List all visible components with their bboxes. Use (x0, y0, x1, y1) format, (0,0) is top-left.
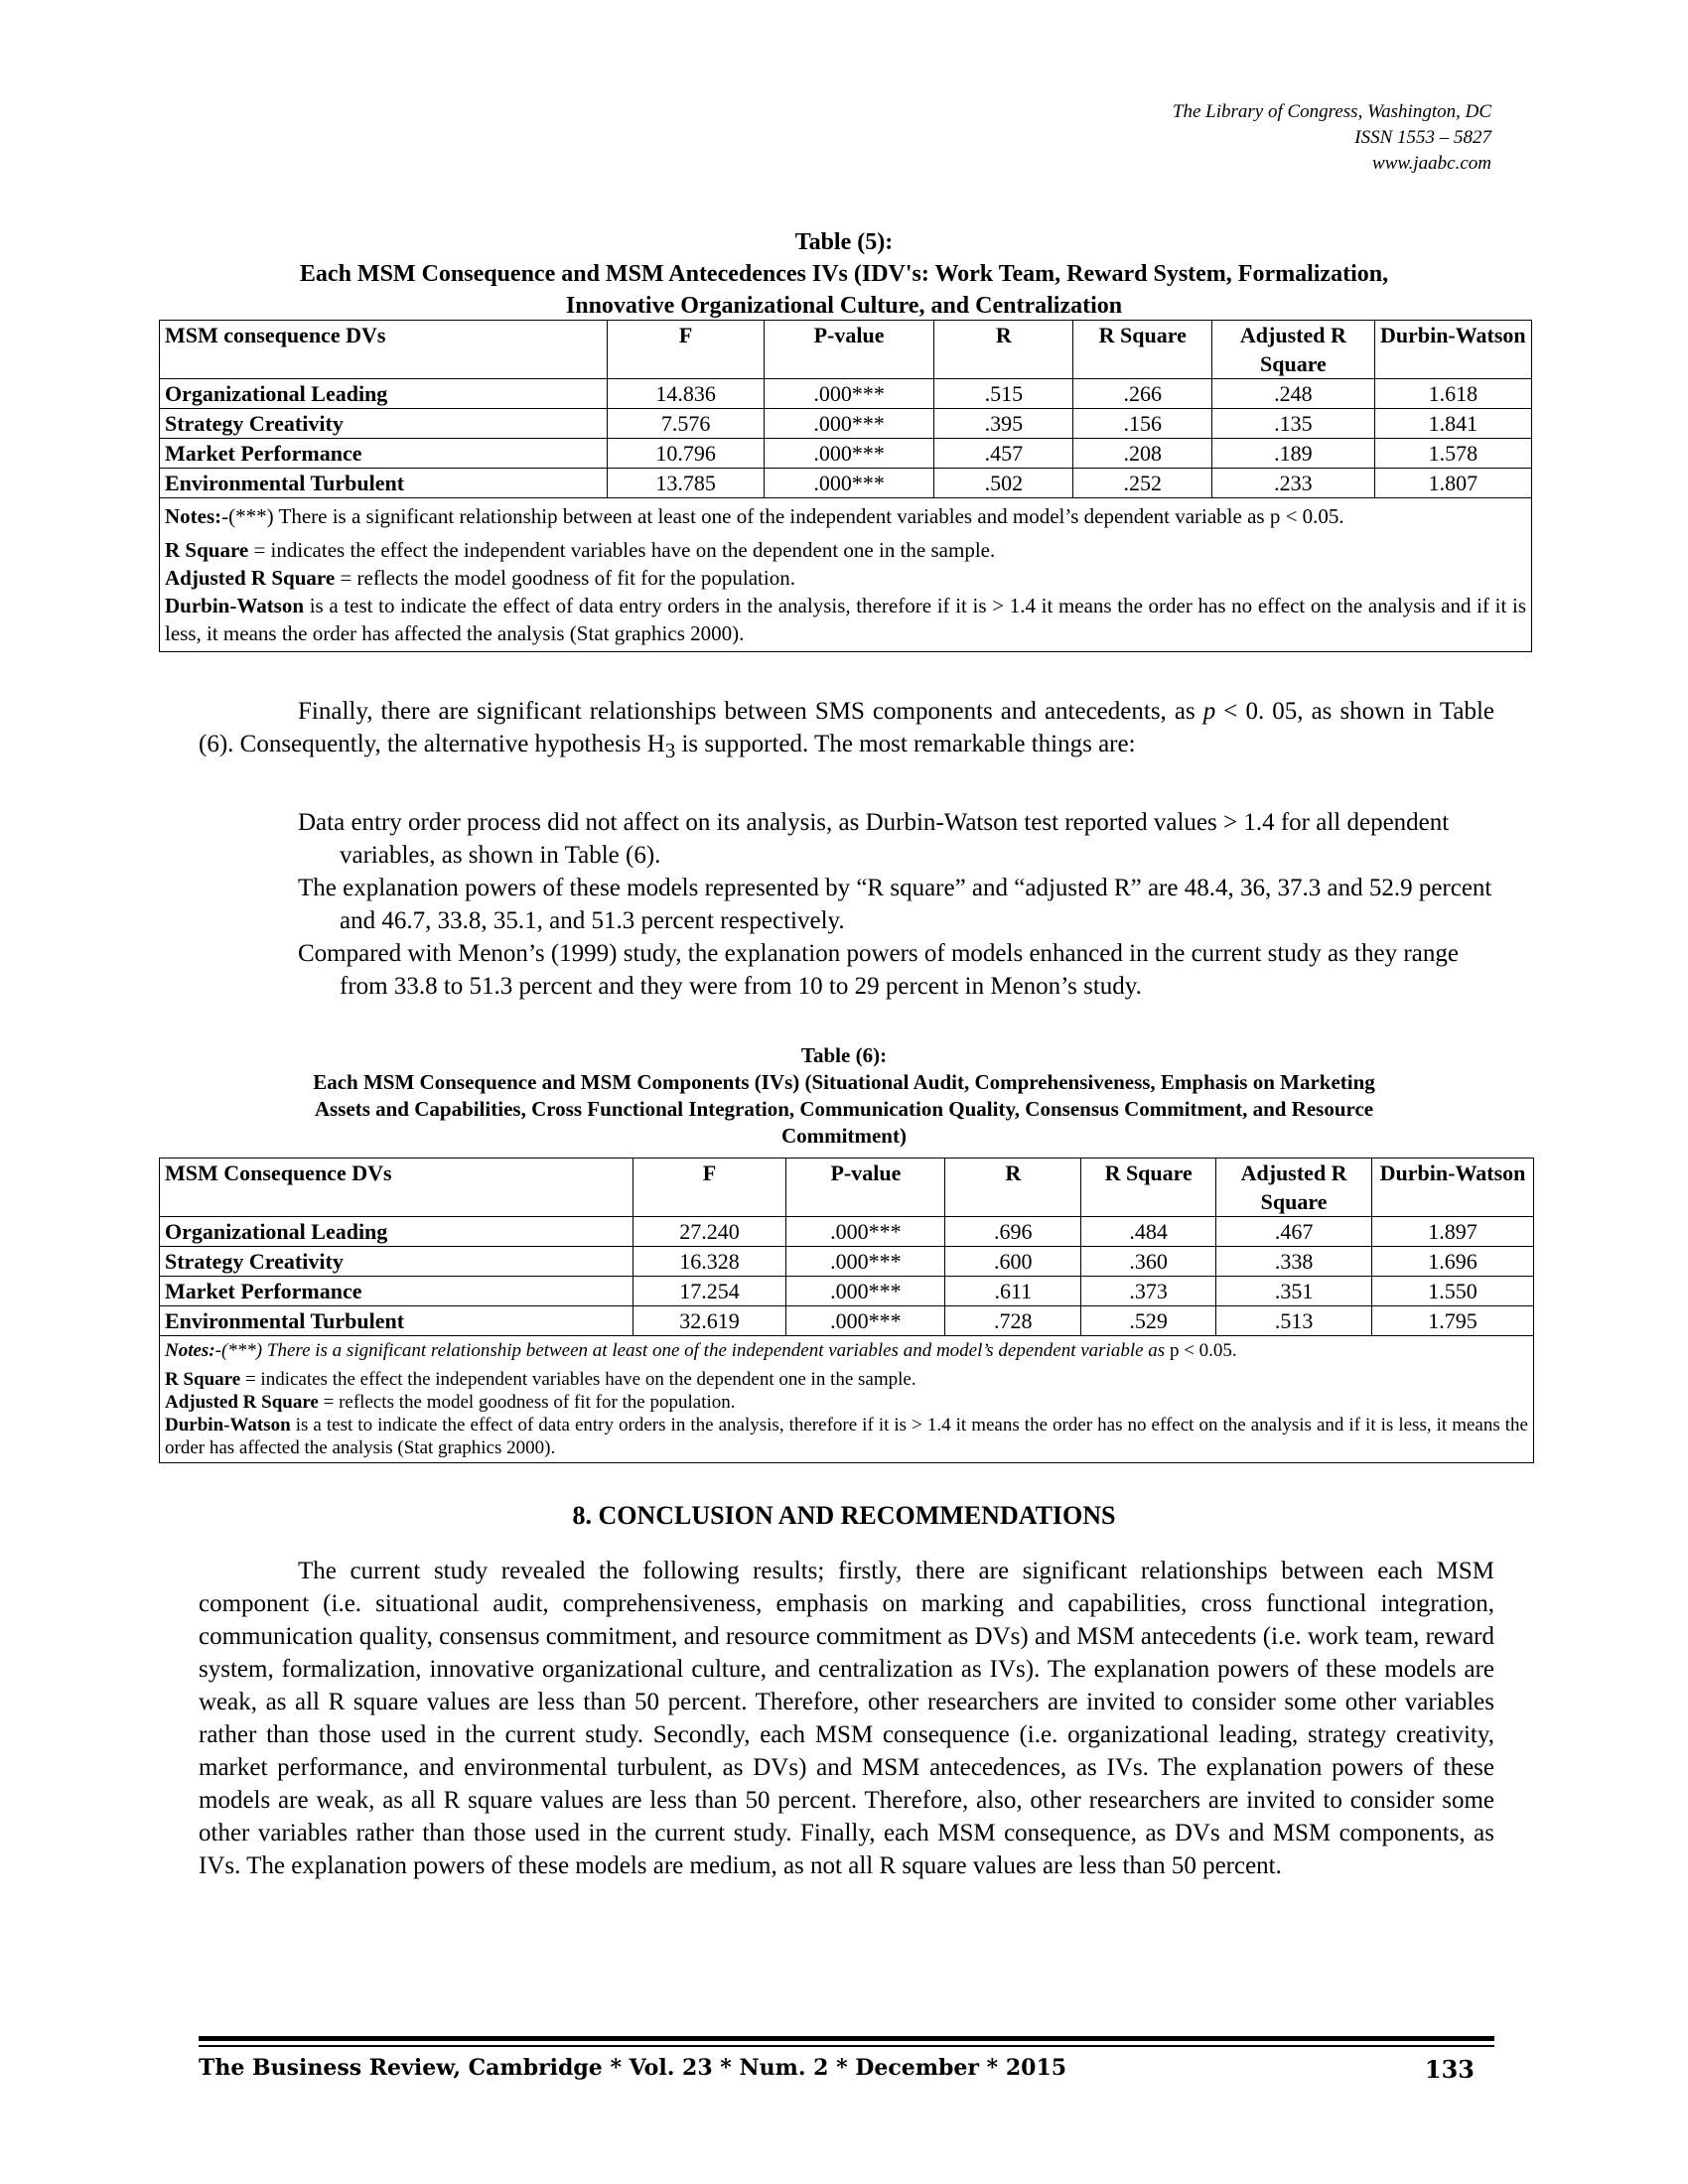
row-label: Organizational Leading (160, 379, 608, 409)
note-adjusted-r-square (165, 564, 1526, 592)
table-cell: .360 (1081, 1247, 1216, 1277)
table-notes-row (160, 498, 1532, 652)
note-significance (165, 502, 1526, 530)
note-label: Durbin-Watson (165, 1415, 291, 1435)
paragraph-text: is supported. The most remarkable things are: (675, 731, 1136, 757)
table5-caption-title: Table (5): (794, 229, 894, 255)
column-header: R Square (1073, 321, 1212, 379)
note-r-square (165, 536, 1526, 564)
table-cell: 10.796 (608, 439, 764, 469)
table-cell: .000*** (764, 469, 934, 498)
note-significance (165, 1339, 1528, 1362)
column-header: R (934, 321, 1073, 379)
table5-caption-line: Each MSM Consequence and MSM Antecedences IVs (IDV's: Work Team, Reward System, Formalization, (299, 261, 1389, 287)
note-label: Adjusted R Square (165, 566, 336, 590)
table-row (160, 1247, 1534, 1277)
column-header: Adjusted R Square (1212, 321, 1374, 379)
table-cell: .252 (1073, 469, 1212, 498)
table-cell: 7.576 (608, 409, 764, 439)
note-text: = reflects the model goodness of fit for the population. (318, 1392, 736, 1413)
note-text: -(***) There is a significant relationship between at least one of the independent variables and model’s dependent variable as p < 0.05. (221, 504, 1344, 528)
table-cell: 13.785 (608, 469, 764, 498)
row-label: Organizational Leading (160, 1217, 633, 1247)
table-cell: .728 (945, 1306, 1081, 1336)
table-cell: .000*** (764, 409, 934, 439)
note-r-square (165, 1368, 1528, 1391)
table-cell: .000*** (786, 1306, 945, 1336)
header-line-publisher: The Library of Congress, Washington, DC (1172, 101, 1491, 122)
findings-list (298, 806, 1494, 1003)
table-row (160, 1277, 1534, 1306)
list-item: Data entry order process did not affect on its analysis, as Durbin-Watson test reported values > 1.4 for all dependent variables, as shown in Table (6). (298, 809, 1450, 869)
table6 (159, 1158, 1534, 1463)
table-cell: .135 (1212, 409, 1374, 439)
table-cell: 32.619 (633, 1306, 786, 1336)
paragraph-text: < 0. 05, as shown in Table (6). Consequently, the alternative hypothesis H (199, 698, 1494, 757)
table-row (160, 1306, 1534, 1336)
column-header: MSM Consequence DVs (160, 1159, 633, 1217)
column-header: P-value (786, 1159, 945, 1217)
note-text: is a test to indicate the effect of data entry orders in the analysis, therefore if it is > 1.4 it means the order has no effect on the analysis and if it is less, it means the order has affected the analysis (Stat graphics 2000). (165, 594, 1526, 645)
note-label: Adjusted R Square (165, 1392, 319, 1413)
footer-rule (199, 2036, 1494, 2041)
hypothesis-subscript: 3 (664, 739, 676, 762)
note-text: = indicates the effect the independent variables have on the dependent one in the sample. (248, 538, 996, 562)
table-cell: .600 (945, 1247, 1081, 1277)
table-notes (160, 1336, 1534, 1463)
table-cell: .395 (934, 409, 1073, 439)
table-cell: .467 (1216, 1217, 1372, 1247)
note-text: = indicates the effect the independent variables have on the dependent one in the sample. (240, 1369, 916, 1390)
table-row (160, 469, 1532, 498)
note-text: is a test to indicate the effect of data entry orders in the analysis, therefore if it is > 1.4 it means the order has no effect on the analysis and if it is less, it means the order has affected the analysis (Stat graphics 2000). (165, 1415, 1528, 1458)
table-cell: .513 (1216, 1306, 1372, 1336)
note-label: R Square (165, 1369, 241, 1390)
note-durbin-watson (165, 592, 1526, 647)
table6-caption (159, 1042, 1529, 1150)
conclusion-paragraph: The current study revealed the following results; firstly, there are significant relationships between each MSM component (i.e. situational audit, comprehensiveness, emphasis on marking and capabilities, cross functional integration, communication quality, consensus commitment, and resource commitment as DVs) and MSM antecedents (i.e. work team, reward system, formalization, innovative organizational culture, and centralization as IVs). The explanation powers of these models are weak, as all R square values are less than 50 percent. Therefore, other researchers are invited to consider some other variables rather than those used in the current study. Secondly, each MSM consequence (i.e. organizational leading, strategy creativity, market performance, and environmental turbulent, as DVs) and MSM antecedences, as IVs. The explanation powers of these models are weak, as all R square values are less than 50 percent. Therefore, also, other researchers are invited to consider some other variables rather than those used in the current study. Finally, each MSM consequence, as DVs and MSM components, as IVs. The explanation powers of these models are medium, as not all R square values are less than 50 percent. (199, 1558, 1494, 1879)
note-adjusted-r-square (165, 1391, 1528, 1414)
table-row (160, 1217, 1534, 1247)
note-label: R Square (165, 538, 249, 562)
table-cell: .529 (1081, 1306, 1216, 1336)
list-item: Compared with Menon’s (1999) study, the explanation powers of models enhanced in the current study as they range from 33.8 to 51.3 percent and they were from 10 to 29 percent in Menon’s study. (298, 940, 1459, 1000)
table-row (160, 379, 1532, 409)
note-text: -(***) There is a significant relationship between at least one of the independent variables and model’s dependent variable as (214, 1340, 1170, 1361)
table-cell: .266 (1073, 379, 1212, 409)
running-header (1173, 99, 1491, 177)
table-cell: 1.578 (1374, 439, 1531, 469)
table-header-row (160, 1159, 1534, 1217)
table-cell: 1.897 (1372, 1217, 1534, 1247)
table-cell: 14.836 (608, 379, 764, 409)
table-cell: .696 (945, 1217, 1081, 1247)
table-cell: 17.254 (633, 1277, 786, 1306)
header-line-issn: ISSN 1553 – 5827 (1354, 127, 1491, 148)
table-cell: .248 (1212, 379, 1374, 409)
table-row (160, 439, 1532, 469)
note-text: = reflects the model goodness of fit for the population. (335, 566, 795, 590)
row-label: Environmental Turbulent (160, 1306, 633, 1336)
table-cell: .189 (1212, 439, 1374, 469)
table-cell: 1.795 (1372, 1306, 1534, 1336)
table-cell: .000*** (786, 1217, 945, 1247)
table-cell: .373 (1081, 1277, 1216, 1306)
table-header-row (160, 321, 1532, 379)
table-cell: 1.550 (1372, 1277, 1534, 1306)
note-durbin-watson (165, 1414, 1528, 1459)
note-label: Durbin-Watson (165, 594, 305, 617)
table6-caption-line: Commitment) (781, 1124, 907, 1148)
table-notes-row (160, 1336, 1534, 1463)
table5 (159, 320, 1532, 652)
table-cell: .208 (1073, 439, 1212, 469)
footer-journal: The Business Review, Cambridge * Vol. 23 * Num. 2 * December * 2015 (199, 2055, 1067, 2081)
table5-caption (159, 226, 1529, 322)
table-cell: 1.618 (1374, 379, 1531, 409)
page-number: 133 (1424, 2055, 1475, 2084)
column-header: Adjusted R Square (1216, 1159, 1372, 1217)
table-cell: .515 (934, 379, 1073, 409)
table-cell: .484 (1081, 1217, 1216, 1247)
row-label: Market Performance (160, 439, 608, 469)
row-label: Market Performance (160, 1277, 633, 1306)
column-header: Durbin-Watson (1374, 321, 1531, 379)
table6-caption-line: Assets and Capabilities, Cross Functional Integration, Communication Quality, Consensus Commitment, and Resource (314, 1097, 1374, 1121)
table-cell: 1.841 (1374, 409, 1531, 439)
column-header: MSM consequence DVs (160, 321, 608, 379)
table-cell: .000*** (786, 1247, 945, 1277)
table-cell: .611 (945, 1277, 1081, 1306)
table-cell: 1.696 (1372, 1247, 1534, 1277)
table-row (160, 409, 1532, 439)
note-text: p < 0.05. (1169, 1340, 1237, 1361)
column-header: F (633, 1159, 786, 1217)
table-cell: 27.240 (633, 1217, 786, 1247)
footer-rule (199, 2045, 1494, 2047)
table-cell: 16.328 (633, 1247, 786, 1277)
table-cell: .351 (1216, 1277, 1372, 1306)
table6-caption-line: Each MSM Consequence and MSM Components (IVs) (Situational Audit, Comprehensiveness, Emphasis on Marketing (313, 1070, 1375, 1094)
table-cell: .000*** (786, 1277, 945, 1306)
note-label: Notes: (165, 504, 222, 528)
table-notes (160, 498, 1532, 652)
paragraph-text: Finally, there are significant relationships between SMS components and antecedents, as (298, 698, 1203, 725)
column-header: F (608, 321, 764, 379)
body-paragraph (199, 695, 1494, 767)
table-cell: .156 (1073, 409, 1212, 439)
table-cell: .000*** (764, 439, 934, 469)
table-cell: .502 (934, 469, 1073, 498)
p-symbol: p (1202, 698, 1216, 725)
row-label: Strategy Creativity (160, 409, 608, 439)
table5-caption-line: Innovative Organizational Culture, and Centralization (565, 293, 1123, 319)
note-label: Notes: (165, 1340, 215, 1361)
row-label: Environmental Turbulent (160, 469, 608, 498)
table6-caption-title: Table (6): (800, 1043, 888, 1067)
row-label: Strategy Creativity (160, 1247, 633, 1277)
table-cell: 1.807 (1374, 469, 1531, 498)
table-cell: .000*** (764, 379, 934, 409)
list-item: The explanation powers of these models represented by “R square” and “adjusted R” are 48.4, 36, 37.3 and 52.9 percent and 46.7, 33.8, 35.1, and 51.3 percent respectively. (298, 875, 1492, 934)
column-header: P-value (764, 321, 934, 379)
column-header: R (945, 1159, 1081, 1217)
column-header: R Square (1081, 1159, 1216, 1217)
table-cell: .457 (934, 439, 1073, 469)
section-heading: 8. CONCLUSION AND RECOMMENDATIONS (572, 1501, 1116, 1530)
column-header: Durbin-Watson (1372, 1159, 1534, 1217)
header-line-url: www.jaabc.com (1372, 153, 1491, 174)
table-cell: .338 (1216, 1247, 1372, 1277)
table-cell: .233 (1212, 469, 1374, 498)
